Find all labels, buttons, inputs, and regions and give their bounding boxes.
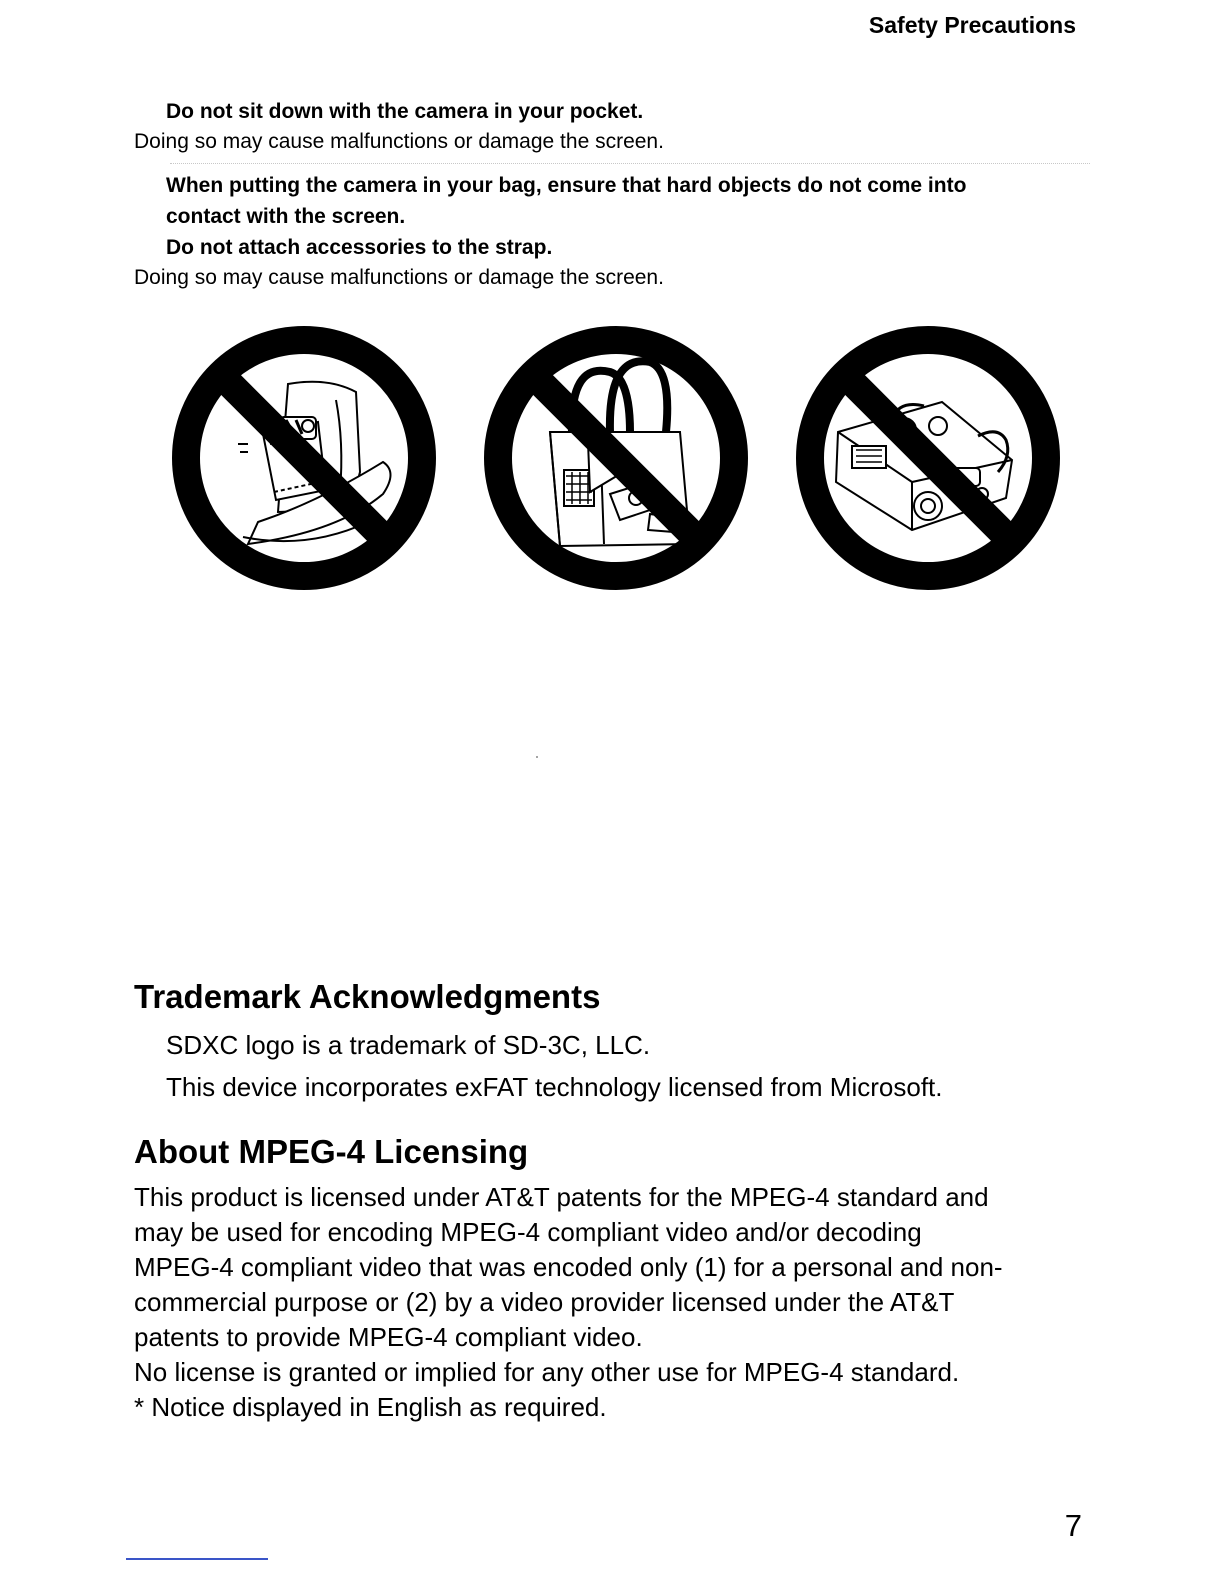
footer-rule [126,1558,268,1560]
caution-heading-bag-line1: When putting the camera in your bag, ensure that hard objects do not come into [166,174,967,197]
page-number: 7 [1064,1508,1082,1543]
mpeg4-line: This product is licensed under AT&T patents for the MPEG-4 standard and [134,1182,989,1212]
mpeg4-line: commercial purpose or (2) by a video provider licensed under the AT&T [134,1287,955,1317]
trademark-item: This device incorporates exFAT technology licensed from Microsoft. [166,1072,943,1102]
mpeg4-line: MPEG-4 compliant video that was encoded only (1) for a personal and non- [134,1252,1003,1282]
caution-heading-bag-line2: contact with the screen. [166,205,406,228]
mpeg4-line: patents to provide MPEG-4 compliant video. [134,1322,643,1352]
caution-heading-pocket: Do not sit down with the camera in your pocket. [166,100,644,123]
caution-heading-strap: Do not attach accessories to the strap. [166,236,553,259]
mpeg4-line: * Notice displayed in English as required. [134,1392,607,1422]
mpeg4-line: may be used for encoding MPEG-4 compliant video and/or decoding [134,1217,922,1247]
caution-body-pocket: Doing so may cause malfunctions or damage the screen. [134,130,664,153]
trademark-item: SDXC logo is a trademark of SD-3C, LLC. [166,1030,651,1060]
no-hard-objects-in-bag-icon [480,322,752,594]
no-strap-accessories-icon [792,322,1064,594]
running-header: Safety Precautions [868,12,1076,38]
mpeg4-section-title: About MPEG-4 Licensing [134,1133,529,1170]
trademark-section-title: Trademark Acknowledgments [134,978,601,1015]
mpeg4-line: No license is granted or implied for any other use for MPEG-4 standard. [134,1357,960,1387]
caution-body-strap: Doing so may cause malfunctions or damage the screen. [134,266,664,289]
no-camera-in-pocket-icon [168,322,440,594]
scan-speck [536,756,538,758]
divider [170,163,1090,164]
